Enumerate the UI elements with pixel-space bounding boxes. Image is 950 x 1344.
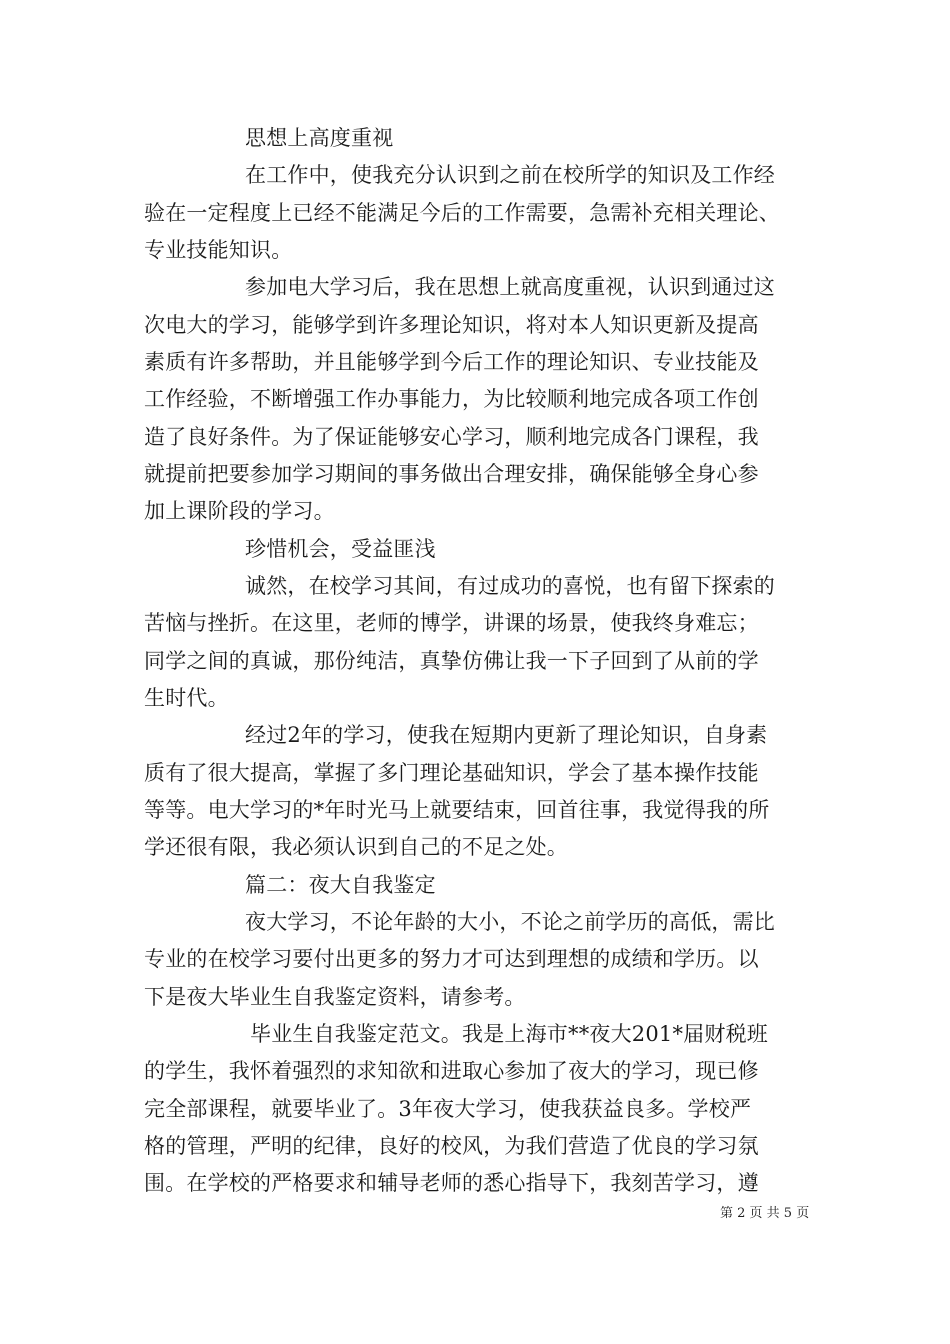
- heading-zhenxi: 珍惜机会，受益匪浅: [245, 537, 436, 561]
- paragraph-line: 在工作中，使我充分认识到之前在校所学的知识及工作经: [245, 163, 775, 187]
- heading-pian-er: 篇二：夜大自我鉴定: [245, 873, 436, 897]
- paragraph-line: 的学生，我怀着强烈的求知欲和进取心参加了夜大的学习，现已修: [144, 1059, 759, 1083]
- paragraph-line: 工作经验，不断增强工作办事能力，为比较顺利地完成各项工作创: [144, 387, 759, 411]
- paragraph-line: 经过2年的学习，使我在短期内更新了理论知识，自身素: [245, 723, 768, 747]
- paragraph-line: 毕业生自我鉴定范文。我是上海市**夜大201*届财税班: [250, 1022, 768, 1046]
- paragraph-line: 夜大学习，不论年龄的大小，不论之前学历的高低，需比: [245, 910, 775, 934]
- paragraph-line: 下是夜大毕业生自我鉴定资料，请参考。: [144, 985, 526, 1009]
- paragraph-line: 格的管理，严明的纪律，良好的校风，为我们营造了优良的学习氛: [144, 1134, 759, 1158]
- paragraph-line: 专业的在校学习要付出更多的努力才可达到理想的成绩和学历。以: [144, 947, 759, 971]
- paragraph-line: 同学之间的真诚，那份纯洁，真挚仿佛让我一下子回到了从前的学: [144, 649, 759, 673]
- paragraph-line: 次电大的学习，能够学到许多理论知识，将对本人知识更新及提高: [144, 313, 759, 337]
- paragraph-line: 就提前把要参加学习期间的事务做出合理安排，确保能够全身心参: [144, 462, 759, 486]
- paragraph-line: 围。在学校的严格要求和辅导老师的悉心指导下，我刻苦学习，遵: [144, 1171, 759, 1195]
- paragraph-line: 参加电大学习后，我在思想上就高度重视，认识到通过这: [245, 275, 775, 299]
- paragraph-line: 学还很有限，我必须认识到自己的不足之处。: [144, 835, 568, 859]
- paragraph-line: 等等。电大学习的*年时光马上就要结束，回首往事，我觉得我的所: [144, 798, 770, 822]
- paragraph-line: 完全部课程，就要毕业了。3年夜大学习，使我获益良多。学校严: [144, 1097, 752, 1121]
- paragraph-line: 造了良好条件。为了保证能够安心学习，顺利地完成各门课程，我: [144, 425, 759, 449]
- paragraph-line: 生时代。: [144, 686, 229, 710]
- paragraph-line: 质有了很大提高，掌握了多门理论基础知识，学会了基本操作技能: [144, 761, 759, 785]
- paragraph-line: 素质有许多帮助，并且能够学到今后工作的理论知识、专业技能及: [144, 350, 759, 374]
- page-number-footer: 第 2 页 共 5 页: [720, 1206, 810, 1221]
- paragraph-line: 诚然，在校学习其间，有过成功的喜悦，也有留下探索的: [245, 574, 775, 598]
- heading-sixiang: 思想上高度重视: [245, 126, 394, 150]
- paragraph-line: 专业技能知识。: [144, 238, 293, 262]
- paragraph-line: 验在一定程度上已经不能满足今后的工作需要，急需补充相关理论、: [144, 201, 780, 225]
- paragraph-line: 加上课阶段的学习。: [144, 499, 335, 523]
- paragraph-line: 苦恼与挫折。在这里，老师的博学，讲课的场景，使我终身难忘；: [144, 611, 759, 635]
